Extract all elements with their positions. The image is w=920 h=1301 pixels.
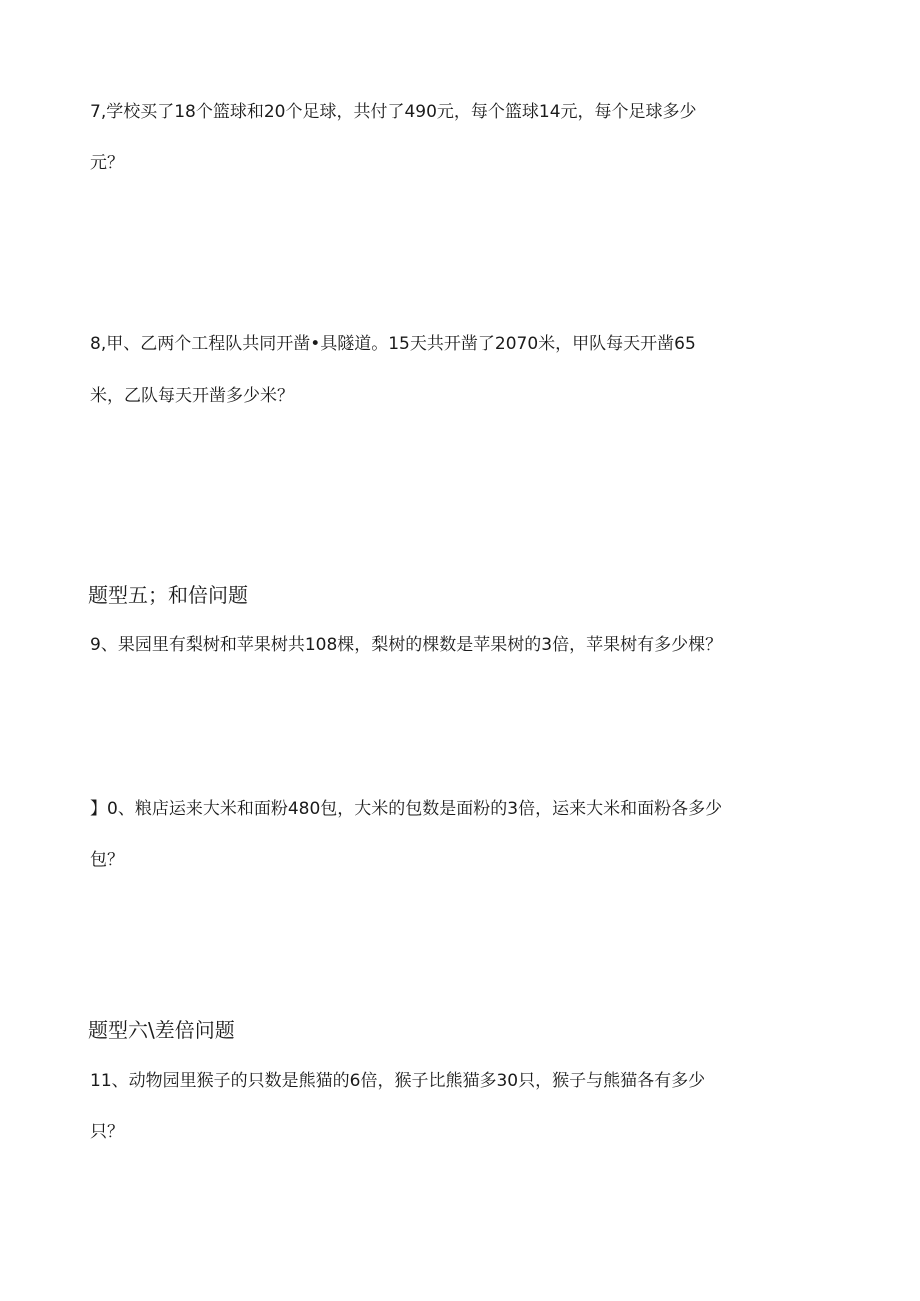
question-8-line-1: 8,甲、乙两个工程队共同开凿•具隧道。15天共开凿了2070米，甲队每天开凿65 xyxy=(90,334,696,354)
question-7-line-1: 7,学校买了18个篮球和20个足球，共付了490元，每个篮球14元，每个足球多少 xyxy=(90,102,697,122)
question-11-line-2: 只？ xyxy=(90,1122,124,1142)
question-10-line-1: 】0、粮店运来大米和面粉480包，大米的包数是面粉的3倍，运来大米和面粉各多少 xyxy=(90,799,723,819)
question-7-line-2: 元？ xyxy=(90,153,124,173)
question-9-line-1: 9、果园里有梨树和苹果树共108棵，梨树的棵数是苹果树的3倍，苹果树有多少棵？ xyxy=(90,635,723,655)
question-10-line-2: 包？ xyxy=(90,850,124,870)
section-heading-6: 题型六\差倍问题 xyxy=(88,1018,235,1042)
section-heading-5: 题型五；和倍问题 xyxy=(88,583,248,607)
question-8-line-2: 米，乙队每天开凿多少米？ xyxy=(90,386,294,406)
question-11-line-1: 11、动物园里猴子的只数是熊猫的6倍，猴子比熊猫多30只，猴子与熊猫各有多少 xyxy=(90,1071,706,1091)
